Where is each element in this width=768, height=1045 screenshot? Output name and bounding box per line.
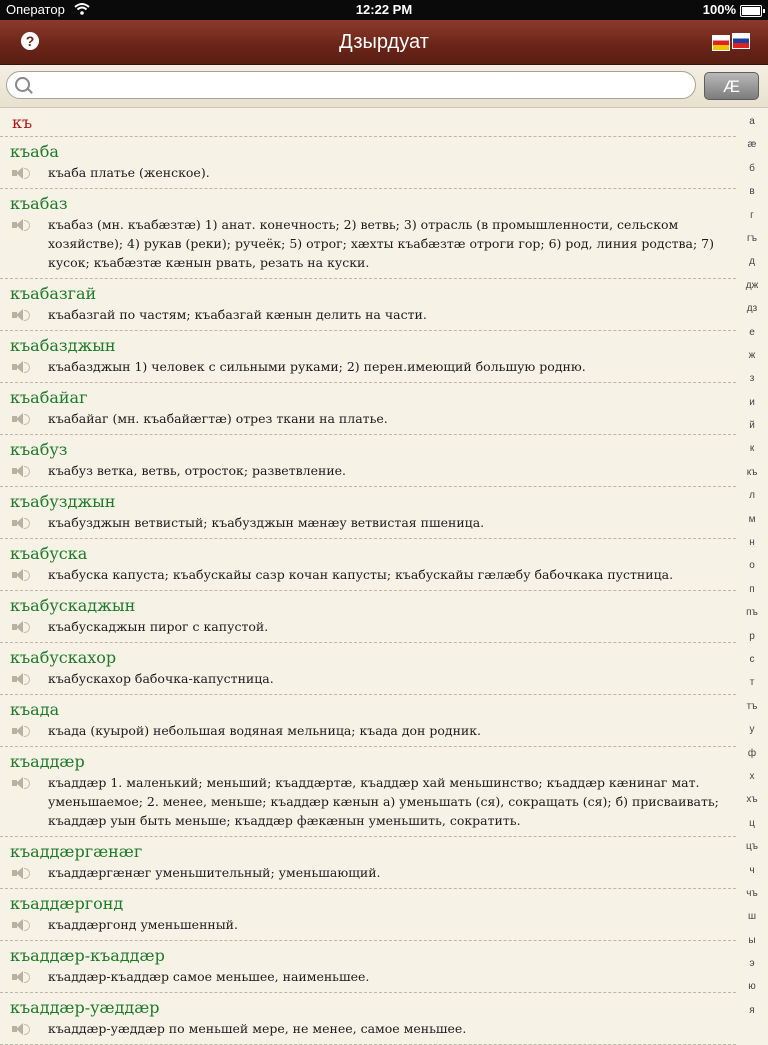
headword: къабазджын [10,336,116,355]
list-item[interactable] [0,435,736,487]
speaker-icon[interactable] [12,218,30,232]
definition-text: къада (куырой) небольшая водяная мельница; къада дон родник. [48,723,482,738]
index-letter[interactable]: гъ [747,232,757,244]
help-button[interactable]: ? [21,32,39,50]
definition-text: къаба платье (женское). [48,165,210,180]
index-letter[interactable]: с [749,653,755,665]
index-letter[interactable]: к [749,443,755,455]
list-item[interactable] [0,137,736,189]
index-letter[interactable]: л [749,490,755,502]
index-letter[interactable]: ж [748,349,756,361]
index-letter[interactable]: ш [747,911,757,923]
definition-text: къабуска капуста; къабускайы сазр кочан капусты; къабускайы гæлæбу бабочкака пустница. [48,567,674,582]
search-field[interactable] [6,71,696,99]
headword: къада [10,700,60,719]
definition-text: къаддæргæнæг уменьшительный; уменьшающий. [48,865,381,880]
index-letter[interactable]: дз [746,303,758,315]
index-letter[interactable]: б [749,162,755,174]
list-item[interactable] [0,383,736,435]
section-letter: къ [12,113,33,132]
list-item[interactable] [0,643,736,695]
speaker-icon[interactable] [12,360,30,374]
list-item[interactable] [0,837,736,889]
headword: къабуз [10,440,68,459]
definition-text: къаддæр-къаддæр самое меньшее, наименьшее. [48,969,370,984]
battery-percent: 100% [702,2,736,17]
clock: 12:22 PM [355,2,413,17]
definition-text: къабускахор бабочка-капустница. [48,671,274,686]
list-item[interactable] [0,539,736,591]
index-letter[interactable]: а [749,116,755,127]
index-letter[interactable]: з [749,373,755,385]
speaker-icon[interactable] [12,620,30,634]
list-item[interactable] [0,993,736,1045]
index-letter[interactable]: э [749,958,755,970]
battery-icon [740,5,762,17]
headword: къаддæр-къаддæр [10,946,165,965]
headword: къаддæргæнæг [10,842,143,861]
index-letter[interactable]: ю [748,981,756,993]
headword: къабускаджын [10,596,136,615]
speaker-icon[interactable] [12,724,30,738]
list-item[interactable] [0,279,736,331]
index-letter[interactable]: т [749,677,755,689]
headword: къаддæр [10,752,85,771]
speaker-icon[interactable] [12,412,30,426]
speaker-icon[interactable] [12,918,30,932]
definition-text: къабайаг (мн. къабайæгтæ) отрез ткани на платье. [48,411,388,426]
index-letter[interactable]: у [749,724,755,736]
alphabet-index[interactable] [736,110,768,1024]
definition-text: къаддæргонд уменьшенный. [48,917,238,932]
index-letter[interactable]: х [749,770,755,782]
section-header [0,108,736,137]
headword: къабускахор [10,648,117,667]
headword: къабаз [10,194,68,213]
search-input[interactable] [35,76,689,96]
ae-letter-button[interactable]: Æ [704,72,759,100]
dictionary-list[interactable] [0,108,736,1045]
definition-text: къаддæр-уæддæр по меньшей мере, не менее, самое меньшее. [48,1021,467,1036]
index-letter[interactable]: ф [747,747,757,759]
headword: къаба [10,142,59,161]
index-letter[interactable]: м [748,513,756,525]
page-title: Дзырдуат [339,31,429,53]
speaker-icon[interactable] [12,568,30,582]
list-item[interactable] [0,487,736,539]
definition-text: къаддæр 1. маленький; меньший; къаддæртæ, къаддæр хай меньшинство; къаддæр кæнинаг мат. уменьшаемое; 2. менее, меньше; къаддæр кæнын а) уменьшать (ся), сокращать (ся); б) присваивать; къаддæр уын быть меньше; къаддæр фæкæнын уменьшить, сократить. [48,775,719,828]
index-letter[interactable]: ц [749,817,755,829]
index-letter[interactable]: дж [745,279,759,291]
list-item[interactable] [0,331,736,383]
index-letter[interactable]: в [749,186,755,198]
index-letter[interactable]: тъ [746,700,758,712]
index-letter[interactable]: ы [748,934,756,946]
definition-text: къабаз (мн. къабæзтæ) 1) анат. конечность; 2) ветвь; 3) отрасль (в промышленности, сельском хозяйстве); 4) рукав (реки); ручеёк; 5) отрог; хæхты къабæзтæ отроги гор; 6) род, линия родства; 7) кусок; къабæзтæ кæнын рвать, резать на куски. [48,217,714,270]
speaker-icon[interactable] [12,672,30,686]
headword: къабайаг [10,388,88,407]
speaker-icon[interactable] [12,166,30,180]
language-switch-button[interactable] [712,33,752,51]
index-letter[interactable]: е [749,326,755,338]
index-letter[interactable]: р [749,630,755,642]
list-item[interactable] [0,747,736,837]
speaker-icon[interactable] [12,464,30,478]
speaker-icon[interactable] [12,970,30,984]
index-letter[interactable]: ч [749,864,755,876]
russian-flag-icon [732,33,750,49]
index-letter[interactable]: æ [747,139,757,151]
index-letter[interactable]: чъ [746,887,758,899]
index-letter[interactable]: къ [746,466,758,478]
speaker-icon[interactable] [12,866,30,880]
index-letter[interactable]: и [749,396,755,408]
list-item[interactable] [0,941,736,993]
list-item[interactable] [0,889,736,941]
index-letter[interactable]: цъ [746,841,758,853]
headword: къабазгай [10,284,97,303]
definition-text: къабуз ветка, ветвь, отросток; разветвление. [48,463,347,478]
definition-text: къабускаджын пирог с капустой. [48,619,269,634]
speaker-icon[interactable] [12,776,30,790]
headword: къаддæргонд [10,894,124,913]
index-letter[interactable]: я [749,1004,755,1016]
carrier-label: Оператор [6,2,65,17]
search-icon [15,77,30,92]
search-bar [0,65,768,108]
index-letter[interactable]: д [749,256,755,268]
index-letter[interactable]: й [749,420,755,432]
ossetian-flag-icon [712,35,730,51]
list-item[interactable] [0,695,736,747]
headword: къабуска [10,544,88,563]
definition-text: къабазгай по частям; къабазгай кæнын делить на части. [48,307,427,322]
index-letter[interactable]: н [749,537,755,549]
speaker-icon[interactable] [12,308,30,322]
headword: къабузджын [10,492,116,511]
index-letter[interactable]: п [749,583,755,595]
speaker-icon[interactable] [12,516,30,530]
definition-text: къабазджын 1) человек с сильными руками; 2) перен.имеющий большую родню. [48,359,586,374]
definition-text: къабузджын ветвистый; къабузджын мæнæу ветвистая пшеница. [48,515,485,530]
status-bar [0,0,768,20]
navigation-bar [0,20,768,65]
headword: къаддæр-уæддæр [10,998,160,1017]
index-letter[interactable]: г [750,209,754,221]
index-letter[interactable]: о [749,560,755,572]
index-letter[interactable]: хъ [746,794,758,806]
list-item[interactable] [0,189,736,279]
speaker-icon[interactable] [12,1022,30,1036]
list-item[interactable] [0,591,736,643]
index-letter[interactable]: пъ [746,607,758,619]
